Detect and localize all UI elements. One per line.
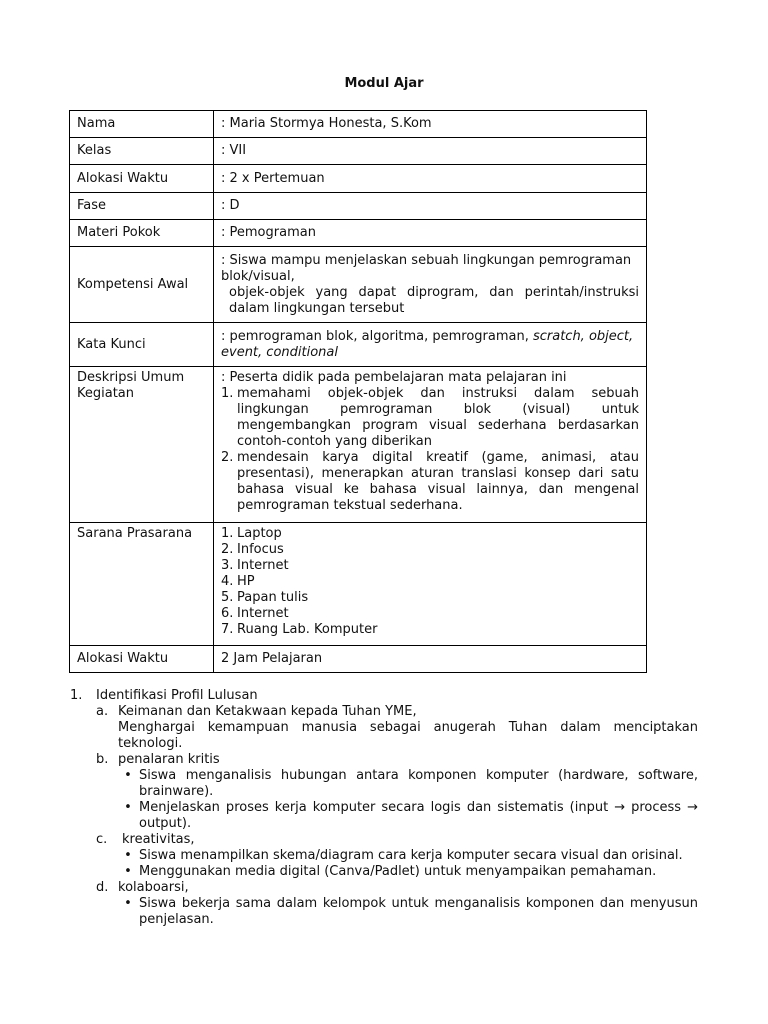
sub-text-d: kolaboarsi, [118,880,189,895]
list-item [221,606,639,622]
list-item [221,558,639,574]
table-row [70,367,647,523]
list-text: Internet [237,606,289,621]
table-row [70,138,647,165]
row-label-alokasi: Alokasi Waktu [70,165,214,193]
bullet-item [70,896,698,928]
sub-text-c: kreativitas, [122,832,195,847]
section-number: 1. [70,688,83,703]
kompetensi-text-2: objek-objek yang dapat diprogram, dan perintah/instruksi dalam lingkungan tersebut [229,284,639,316]
table-row [70,323,647,367]
list-item [221,450,639,514]
list-text: mendesain karya digital kreatif (game, animasi, atau presentasi), menerapkan aturan translasi konsep dari satu bahasa visual ke bahasa visual lainnya, dan mengenal pemrograman tekstual sederhana. [237,450,639,513]
list-number: 2. [221,542,234,557]
row-value-kelas: : VII [214,138,647,165]
kata-kunci-text: : pemrograman blok, algoritma, pemrograman, [221,328,533,344]
sub-desc-a: Menghargai kemampuan manusia sebagai anugerah Tuhan dalam menciptakan teknologi. [118,720,698,751]
sub-item-b [70,752,698,768]
bullet-icon: • [124,864,132,879]
sub-label-c: c. [96,832,108,847]
table-row [70,165,647,193]
sub-text-a: Keimanan dan Ketakwaan kepada Tuhan YME, [118,704,417,719]
table-row [70,523,647,646]
list-text: memahami objek-objek dan instruksi dalam sebuah lingkungan pemrograman blok (visual) untuk mengembangkan program visual sederhana berdasarkan contoh-contoh yang diberikan [237,386,639,449]
row-label-kompetensi: Kompetensi Awal [70,247,214,323]
list-text: Internet [237,558,289,573]
list-text: Laptop [237,526,282,541]
kompetensi-text-1: : Siswa mampu menjelaskan sebuah lingkungan pemrograman blok/visual, [221,252,632,284]
list-item [221,386,639,450]
bullet-text: Siswa menganalisis hubungan antara komponen komputer (hardware, software, brainware). [139,768,698,799]
bullet-text: Siswa menampilkan skema/diagram cara kerja komputer secara visual dan orisinal. [139,848,683,863]
row-value-fase: : D [214,193,647,220]
bullet-icon: • [124,800,132,815]
list-item [221,590,639,606]
row-label-fase: Fase [70,193,214,220]
list-number: 5. [221,590,234,605]
bullet-item [70,848,698,864]
sub-item-a [70,704,698,720]
bullet-text: Siswa bekerja sama dalam kelompok untuk menganalisis komponen dan menyusun penjelasan. [139,896,698,927]
table-row [70,220,647,247]
table-row [70,111,647,138]
bullet-item [70,768,698,800]
bullet-text: Menggunakan media digital (Canva/Padlet) untuk menyampaikan pemahaman. [139,864,657,879]
list-number: 1. [221,526,234,541]
row-label-kelas: Kelas [70,138,214,165]
sarana-list [221,526,639,638]
list-number: 6. [221,606,234,621]
row-value-deskripsi [214,367,647,523]
list-text: Infocus [237,542,284,557]
list-text: HP [237,574,255,589]
section-heading-row [70,688,698,704]
row-value-nama: : Maria Stormya Honesta, S.Kom [214,111,647,138]
module-info-table [69,110,647,673]
row-label-nama: Nama [70,111,214,138]
row-label-materi: Materi Pokok [70,220,214,247]
row-value-alokasi-2: 2 Jam Pelajaran [214,646,647,673]
list-item [221,622,639,638]
list-text: Ruang Lab. Komputer [237,622,378,637]
deskripsi-intro: : Peserta didik pada pembelajaran mata pelajaran ini [221,370,567,385]
row-value-alokasi: : 2 x Pertemuan [214,165,647,193]
table-row [70,646,647,673]
list-item [221,542,639,558]
list-number: 3. [221,558,234,573]
sub-label-d: d. [96,880,109,895]
row-label-alokasi-2: Alokasi Waktu [70,646,214,673]
list-text: Papan tulis [237,590,309,605]
row-value-materi: : Pemograman [214,220,647,247]
list-number: 4. [221,574,234,589]
sub-label-a: a. [96,704,109,719]
row-label-kata-kunci: Kata Kunci [70,323,214,367]
bullet-icon: • [124,768,132,783]
list-number: 7. [221,622,234,637]
list-number: 2. [221,450,234,465]
list-item [221,526,639,542]
profil-lulusan-section [70,688,698,928]
list-number: 1. [221,386,234,401]
bullet-text: Menjelaskan proses kerja komputer secara logis dan sistematis (input → process → output). [139,800,698,831]
sub-item-d [70,880,698,896]
sub-item-c [70,832,698,848]
row-label-sarana: Sarana Prasarana [70,523,214,646]
sub-text-b: penalaran kritis [118,752,220,767]
deskripsi-list [221,386,639,514]
list-item [221,574,639,590]
row-value-kompetensi [214,247,647,323]
row-value-sarana [214,523,647,646]
bullet-icon: • [124,848,132,863]
document-title: Modul Ajar [344,76,424,91]
table-row [70,193,647,220]
table-row [70,247,647,323]
section-heading: Identifikasi Profil Lulusan [96,688,258,703]
row-label-deskripsi: Deskripsi Umum Kegiatan [70,367,214,523]
bullet-icon: • [124,896,132,911]
row-value-kata-kunci [214,323,647,367]
kata-kunci-italic-text: scratch, object, event, conditional [221,328,634,360]
sub-label-b: b. [96,752,109,767]
bullet-item [70,864,698,880]
bullet-item [70,800,698,832]
